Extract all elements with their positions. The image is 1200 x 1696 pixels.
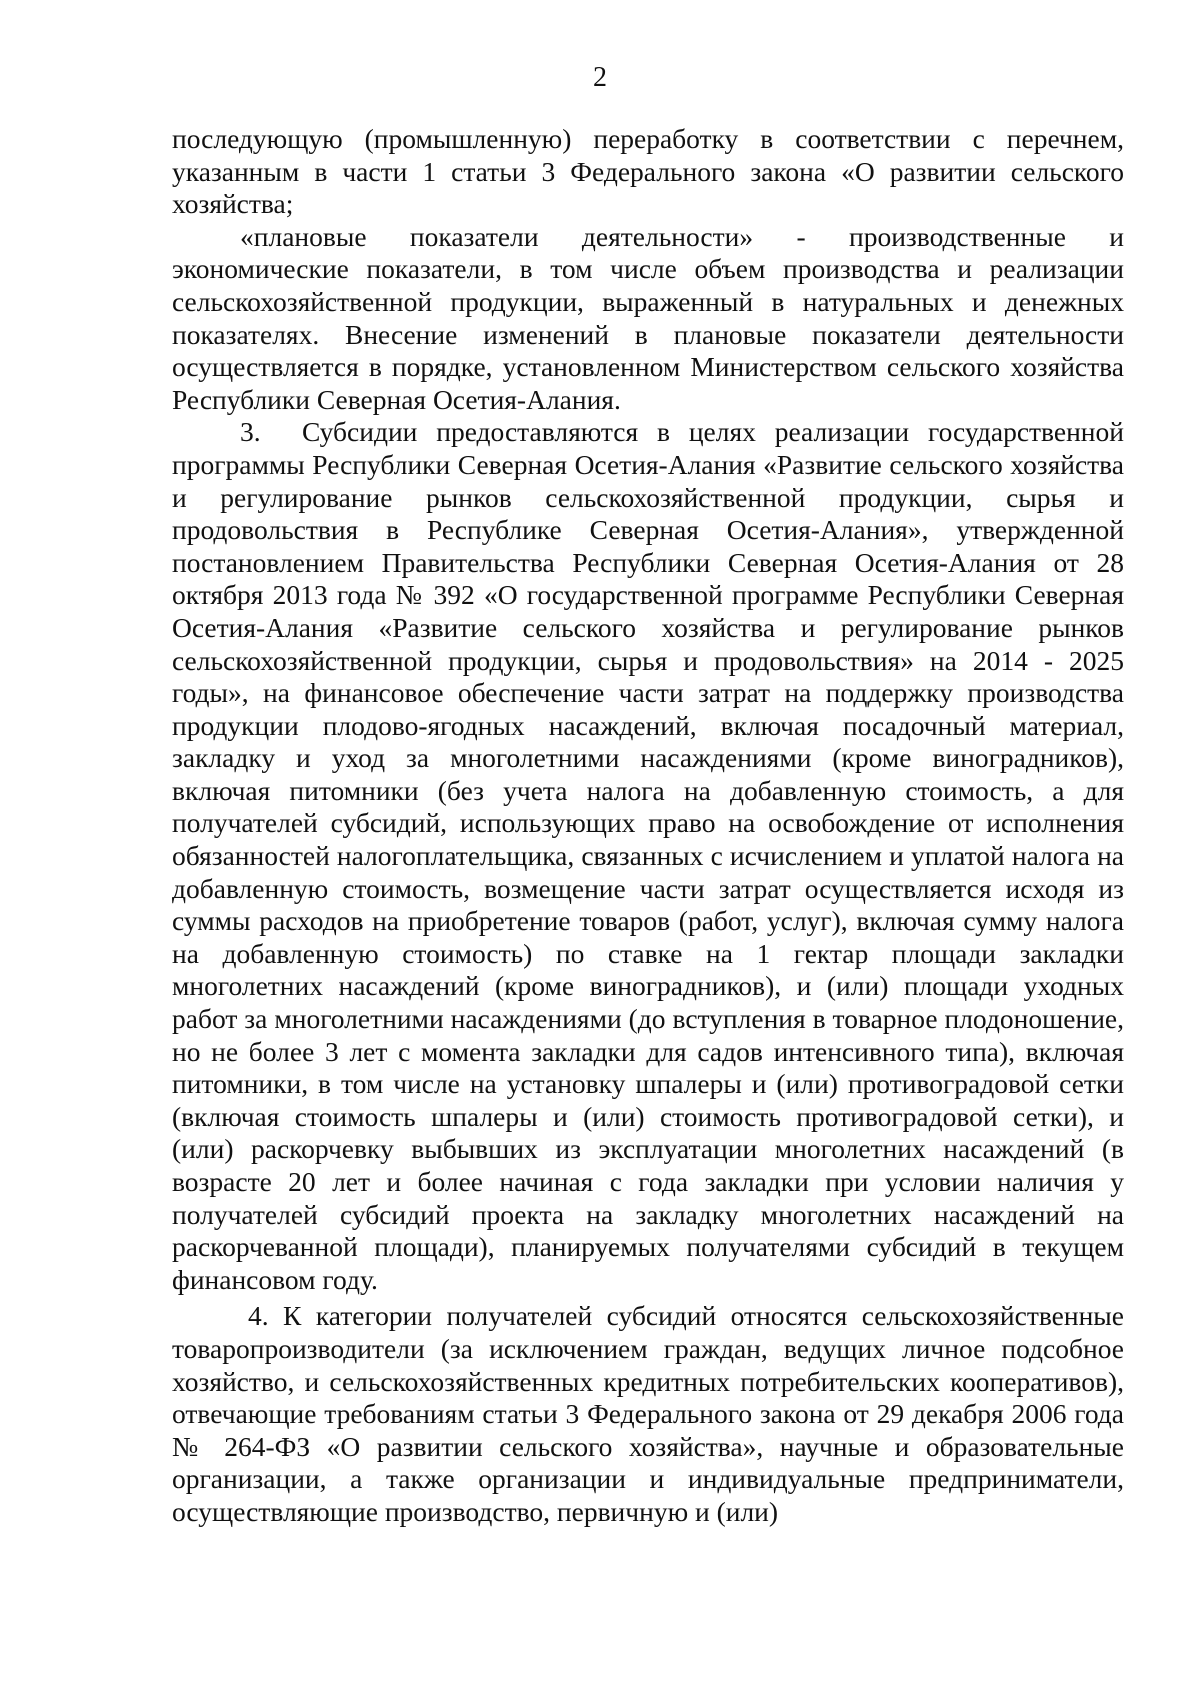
- paragraph-item-3: [172, 416, 1124, 1296]
- document-body: [172, 123, 1124, 1529]
- paragraph-item-4: 4. К категории получателей субсидий относятся сельскохозяйственные товаропроизводители (за исключением граждан, ведущих личное подсобное хозяйство, и сельскохозяйственных кредитных потребительских кооперативов), отвечающие требованиям статьи 3 Федерального закона от 29 декабря 2006 года № 264-ФЗ «О развитии сельского хозяйства», научные и образовательные организации, а также организации и индивидуальные предприниматели, осуществляющие производство, первичную и (или): [172, 1300, 1124, 1527]
- paragraph-plan-indicators: «плановые показатели деятельности» - производственные и экономические показатели, в том числе объем производства и реализации сельскохозяйственной продукции, выраженный в натуральных и денежных показателях. Внесение изменений в плановые показатели деятельности осуществляется в порядке, установленном Министерством сельского хозяйства Республики Северная Осетия-Алания.: [172, 220, 1124, 415]
- paragraph-text: Субсидии предоставляются в целях реализации государственной программы Республики Северная Осетия-Алания «Развитие сельского хозяйства и регулирование рынков сельскохозяйственной продукции, сырья и продовольствия в Республике Северная Осетия-Алания», утвержденной постановлением Правительства Республики Северная Осетия-Алания от 28 октября 2013 года № 392 «О государственной программе Республики Северная Осетия-Алания «Развитие сельского хозяйства и регулирование рынков сельскохозяйственной продукции, сырья и продовольствия» на 2014 - 2025 годы», на финансовое обеспечение части затрат на поддержку производства продукции плодово-ягодных насаждений, включая посадочный материал, закладку и уход за многолетними насаждениями (кроме виноградников), включая питомники (без учета налога на добавленную стоимость, а для получателей субсидий, использующих право на освобождение от исполнения обязанностей налогоплательщика, связанных с исчислением и уплатой налога на добавленную стоимость, возмещение части затрат осуществляется исходя из суммы расходов на приобретение товаров (работ, услуг), включая сумму налога на добавленную стоимость) по ставке на 1 гектар площади закладки многолетних насаждений (кроме виноградников), и (или) площади уходных работ за многолетними насаждениями (до вступления в товарное плодоношение, но не более 3 лет с момента закладки для садов интенсивного типа), включая питомники, в том числе на установку шпалеры и (или) противоградовой сетки (включая стоимость шпалеры и (или) стоимость противоградовой сетки), и (или) раскорчевку выбывших из эксплуатации многолетних насаждений (в возрасте 20 лет и более начиная с года закладки при условии наличия у получателей субсидий проекта на закладку многолетних насаждений на раскорчеванной площади), планируемых получателями субсидий в текущем финансовом году.: [172, 416, 1124, 1295]
- paragraph-continuation: последующую (промышленную) переработку в соответствии с перечнем, указанным в части 1 статьи 3 Федерального закона «О развитии сельского хозяйства;: [172, 123, 1124, 220]
- paragraph-number: 3.: [240, 416, 261, 448]
- page-number: 2: [593, 62, 607, 93]
